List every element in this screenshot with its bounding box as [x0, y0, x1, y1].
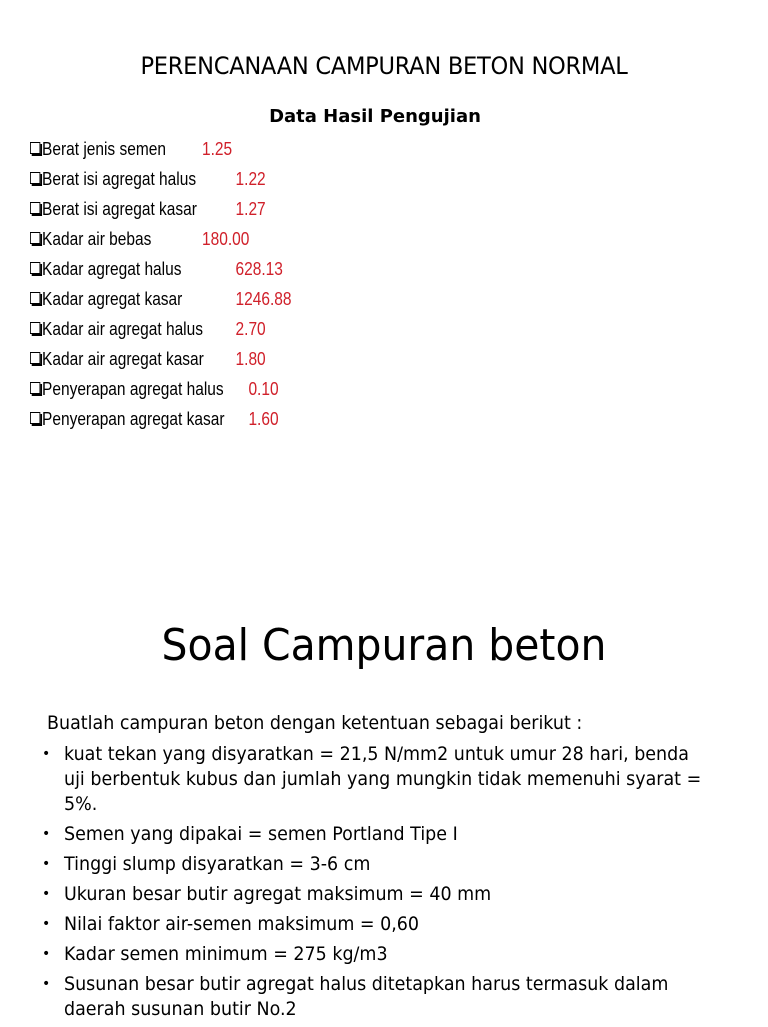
- checkbox-icon: [30, 412, 40, 424]
- item-value: 1.27: [235, 199, 266, 219]
- bullet-icon: •: [42, 856, 51, 872]
- requirement-text: Semen yang dipakai = semen Portland Tipe I: [64, 823, 458, 845]
- item-value: 2.70: [235, 319, 266, 339]
- list-item: [30, 376, 279, 406]
- test-data-list: [30, 136, 292, 436]
- slide-title: Soal Campuran beton: [161, 620, 607, 671]
- checkbox-icon: [30, 262, 40, 274]
- checkbox-icon: [30, 382, 40, 394]
- requirement-text: Tinggi slump disyaratkan = 3-6 cm: [64, 853, 371, 875]
- item-label: Kadar agregat halus: [42, 259, 182, 279]
- requirement-text: Ukuran besar butir agregat maksimum = 40 mm: [64, 883, 492, 905]
- bullet-icon: •: [42, 976, 51, 992]
- list-item: [42, 852, 742, 877]
- item-label: Berat isi agregat kasar: [42, 199, 197, 219]
- bullet-icon: •: [42, 746, 51, 762]
- checkbox-icon: [30, 142, 40, 154]
- list-item: [42, 942, 742, 967]
- checkbox-icon: [30, 202, 40, 214]
- intro-text: Buatlah campuran beton dengan ketentuan sebagai berikut :: [47, 712, 583, 734]
- checkbox-icon: [30, 172, 40, 184]
- item-label: Penyerapan agregat halus: [42, 379, 224, 399]
- checkbox-icon: [30, 232, 40, 244]
- list-item: [30, 316, 266, 346]
- list-item: [42, 742, 742, 817]
- item-value: 180.00: [202, 229, 250, 249]
- list-item: [30, 196, 266, 226]
- checkbox-icon: [30, 352, 40, 364]
- list-item: [30, 166, 266, 196]
- list-item: [30, 226, 250, 256]
- bullet-icon: •: [42, 886, 51, 902]
- item-value: 1.80: [235, 349, 266, 369]
- requirement-text: Susunan besar butir agregat halus ditetapkan harus termasuk dalam daerah susunan butir No.2: [64, 973, 669, 1020]
- bullet-icon: •: [42, 826, 51, 842]
- requirements-list: [42, 742, 742, 1027]
- requirement-text: kuat tekan yang disyaratkan = 21,5 N/mm2 untuk umur 28 hari, benda uji berbentuk kubus dan jumlah yang mungkin tidak memenuhi syarat = 5%.: [64, 743, 702, 815]
- item-label: Kadar air bebas: [42, 229, 152, 249]
- list-item: [30, 256, 283, 286]
- item-label: Berat jenis semen: [42, 139, 166, 159]
- list-item: [42, 972, 742, 1022]
- list-item: [42, 822, 742, 847]
- item-label: Penyerapan agregat kasar: [42, 409, 225, 429]
- list-item: [30, 136, 233, 166]
- bullet-icon: •: [42, 916, 51, 932]
- list-item: [42, 882, 742, 907]
- page-title: PERENCANAAN CAMPURAN BETON NORMAL: [140, 52, 628, 80]
- item-value: 628.13: [235, 259, 283, 279]
- checkbox-icon: [30, 292, 40, 304]
- list-item: [30, 286, 292, 316]
- section-subtitle: Data Hasil Pengujian: [269, 106, 481, 127]
- item-value: 1.25: [202, 139, 233, 159]
- item-value: 1.22: [235, 169, 266, 189]
- item-value: 1.60: [248, 409, 279, 429]
- list-item: [30, 406, 279, 436]
- item-label: Kadar air agregat halus: [42, 319, 203, 339]
- bullet-icon: •: [42, 946, 51, 962]
- item-label: Kadar agregat kasar: [42, 289, 183, 309]
- checkbox-icon: [30, 322, 40, 334]
- item-value: 0.10: [248, 379, 279, 399]
- item-label: Kadar air agregat kasar: [42, 349, 204, 369]
- list-item: [30, 346, 266, 376]
- requirement-text: Nilai faktor air-semen maksimum = 0,60: [64, 913, 420, 935]
- requirement-text: Kadar semen minimum = 275 kg/m3: [64, 943, 388, 965]
- item-value: 1246.88: [235, 289, 292, 309]
- list-item: [42, 912, 742, 937]
- item-label: Berat isi agregat halus: [42, 169, 197, 189]
